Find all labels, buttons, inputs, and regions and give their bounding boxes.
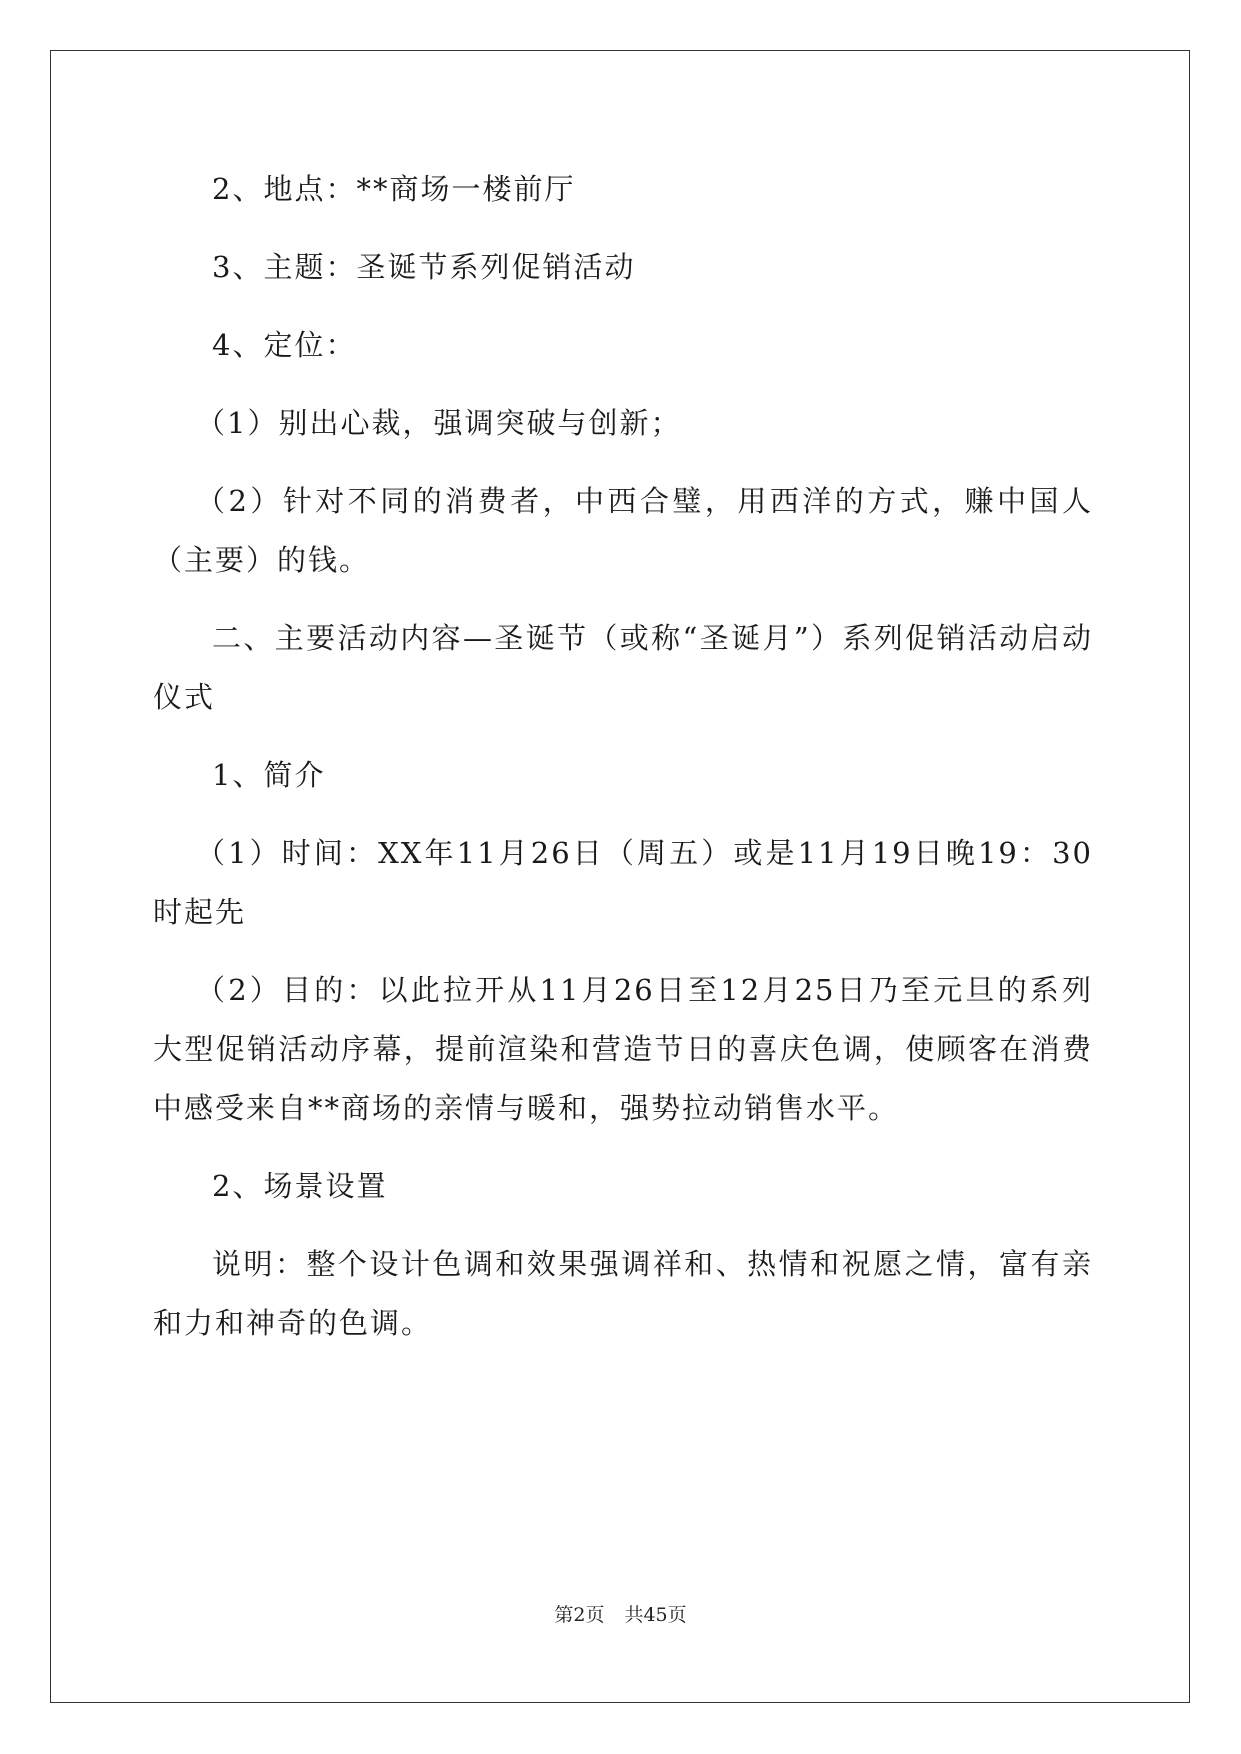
paragraph-scene-description: 说明：整个设计色调和效果强调祥和、热情和祝愿之情，富有亲和力和神奇的色调。 xyxy=(153,1247,1093,1340)
paragraph-intro-heading: 1、简介 xyxy=(212,758,326,792)
paragraph-positioning: 4、定位： xyxy=(212,328,357,362)
paragraph-scene-heading: 2、场景设置 xyxy=(212,1169,388,1203)
paragraph-time: （1）时间：XX年11月26日（周五）或是11月19日晚19：30时起先 xyxy=(153,836,1093,929)
paragraph-positioning-1: （1）别出心裁，强调突破与创新； xyxy=(196,406,682,440)
page-number-current: 第2页 xyxy=(554,1604,605,1626)
document-body xyxy=(153,160,1093,1372)
paragraph-location: 2、地点：**商场一楼前厅 xyxy=(212,172,576,206)
page-number-total: 共45页 xyxy=(624,1604,687,1626)
paragraph-positioning-2: （2）针对不同的消费者，中西合璧，用西洋的方式，赚中国人（主要）的钱。 xyxy=(153,484,1093,577)
paragraph-theme: 3、主题：圣诞节系列促销活动 xyxy=(212,250,636,284)
page-footer xyxy=(0,1600,1241,1627)
section-heading-main-activity: 二、主要活动内容—圣诞节（或称“圣诞月”）系列促销活动启动仪式 xyxy=(153,621,1093,714)
paragraph-purpose: （2）目的：以此拉开从11月26日至12月25日乃至元旦的系列大型促销活动序幕，提前渲染和营造节日的喜庆色调，使顾客在消费中感受来自**商场的亲情与暖和，强势拉动销售水平。 xyxy=(153,973,1093,1125)
